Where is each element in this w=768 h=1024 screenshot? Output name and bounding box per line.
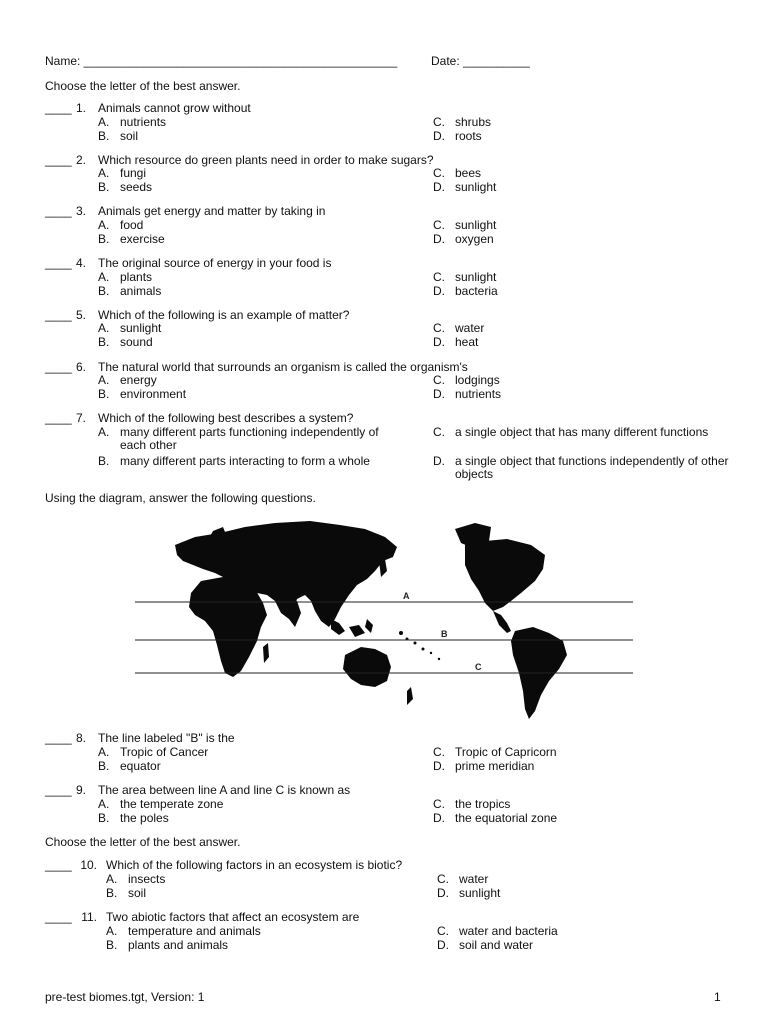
footer-document-info: pre-test biomes.tgt, Version: 1 [45, 990, 205, 1004]
option-text: sunlight [120, 321, 162, 335]
option-letter: D. [433, 335, 445, 349]
option-letter: D. [433, 387, 445, 401]
option-letter: A. [98, 115, 110, 129]
question-number: 7. [75, 411, 86, 425]
new-zealand-landmass [407, 687, 413, 705]
option-letter: B. [98, 335, 110, 349]
question-stem: Two abiotic factors that affect an ecosystem are [106, 910, 360, 924]
option-letter: A. [98, 321, 110, 335]
option-text: plants [120, 270, 153, 284]
option-text: Tropic of Cancer [120, 745, 209, 759]
question-stem: Which of the following best describes a system? [98, 411, 354, 425]
option-letter: D. [433, 811, 445, 825]
option-letter: A. [98, 797, 110, 811]
option-text: sunlight [455, 180, 497, 194]
option-text: environment [120, 387, 187, 401]
option-text: bacteria [455, 284, 498, 298]
footer-page-number: 1 [714, 990, 721, 1004]
answer-blank: ____ [45, 731, 72, 745]
option-letter: C. [433, 373, 445, 387]
option-text: exercise [120, 232, 165, 246]
option-text: temperature and animals [128, 924, 261, 938]
option-text: nutrients [455, 387, 502, 401]
option-text: animals [120, 284, 162, 298]
option-text: the tropics [455, 797, 511, 811]
world-map-diagram [135, 515, 633, 725]
question-stem: The original source of energy in your food is [98, 256, 332, 270]
option-text: roots [455, 129, 482, 143]
answer-blank: ____ [45, 204, 72, 218]
option-text: shrubs [455, 115, 492, 129]
answer-blank: ____ [45, 783, 72, 797]
question-number: 8. [75, 731, 86, 745]
answer-blank: ____ [45, 411, 72, 425]
option-text: sunlight [455, 218, 497, 232]
option-letter: A. [106, 872, 118, 886]
question-number: 5. [75, 308, 86, 322]
option-text: energy [120, 373, 157, 387]
option-text: prime meridian [455, 759, 535, 773]
option-text: many different parts interacting to form a whole [120, 454, 370, 468]
diagram-instruction: Using the diagram, answer the following questions. [45, 491, 316, 505]
option-text: sound [120, 335, 153, 349]
option-letter: C. [433, 745, 445, 759]
answer-blank: ____ [45, 256, 72, 270]
central-america-landmass [493, 611, 511, 633]
option-text: seeds [120, 180, 153, 194]
option-letter: C. [437, 872, 449, 886]
question-stem: The line labeled "B" is the [98, 731, 235, 745]
question-stem: Which of the following factors in an ecosystem is biotic? [106, 858, 403, 872]
option-text: equator [120, 759, 161, 773]
question-stem: The natural world that surrounds an organism is called the organism's [98, 360, 468, 374]
option-text: soil and water [459, 938, 534, 952]
option-letter: D. [433, 129, 445, 143]
option-letter: B. [106, 886, 118, 900]
se-asia-islands [331, 619, 373, 637]
option-text: Tropic of Capricorn [455, 745, 557, 759]
option-letter: D. [433, 232, 445, 246]
option-letter: C. [433, 797, 445, 811]
question-stem: The area between line A and line C is known as [98, 783, 351, 797]
option-text: oxygen [455, 232, 494, 246]
line-label-c: C [475, 662, 482, 672]
option-letter: C. [437, 924, 449, 938]
answer-blank: ____ [45, 153, 72, 167]
option-text: bees [455, 166, 482, 180]
option-text: insects [128, 872, 166, 886]
option-letter: B. [106, 938, 118, 952]
option-text: sunlight [459, 886, 501, 900]
option-text: soil [128, 886, 147, 900]
option-letter: C. [433, 270, 445, 284]
madagascar-landmass [263, 643, 269, 663]
answer-blank: ____ [45, 910, 72, 924]
option-text: the equatorial zone [455, 811, 558, 825]
option-text: fungi [120, 166, 147, 180]
name-field-label: Name: _______________________________________________ [45, 54, 398, 68]
option-text: water [455, 321, 485, 335]
line-label-a: A [403, 591, 410, 601]
option-text: water [459, 872, 489, 886]
option-a [98, 426, 418, 454]
option-letter: A. [106, 924, 118, 938]
question-stem: Which resource do green plants need in order to make sugars? [98, 153, 434, 167]
option-letter: C. [433, 425, 445, 439]
question-number: 6. [75, 360, 86, 374]
option-letter: B. [98, 454, 110, 468]
option-text: lodgings [455, 373, 500, 387]
australia-landmass [343, 647, 391, 687]
question-number: 9. [75, 783, 86, 797]
option-letter: D. [437, 886, 449, 900]
option-text: heat [455, 335, 479, 349]
instructions-2: Choose the letter of the best answer. [45, 835, 241, 849]
option-letter: C. [433, 166, 445, 180]
option-text: nutrients [120, 115, 167, 129]
question-stem: Animals get energy and matter by taking in [98, 204, 326, 218]
question-stem: Animals cannot grow without [98, 101, 251, 115]
option-letter: D. [433, 759, 445, 773]
answer-blank: ____ [45, 360, 72, 374]
option-letter: B. [98, 811, 110, 825]
option-letter: D. [437, 938, 449, 952]
option-text: food [120, 218, 144, 232]
date-field-label: Date: __________ [431, 54, 530, 68]
option-text: many different parts functioning independently of each other [120, 425, 379, 452]
world-map-svg [135, 515, 633, 725]
option-d [433, 455, 753, 483]
question-number: 10. [80, 858, 97, 872]
option-text: water and bacteria [459, 924, 558, 938]
option-text: the poles [120, 811, 169, 825]
option-letter: A. [98, 745, 110, 759]
option-letter: D. [433, 284, 445, 298]
option-letter: B. [98, 129, 110, 143]
option-letter: B. [98, 232, 110, 246]
option-letter: A. [98, 270, 110, 284]
option-text: a single object that has many different functions [455, 425, 709, 439]
option-text: plants and animals [128, 938, 229, 952]
option-text: a single object that functions independently of other objects [455, 454, 729, 481]
question-stem: Which of the following is an example of matter? [98, 308, 350, 322]
question-number: 2. [75, 153, 86, 167]
instructions-1: Choose the letter of the best answer. [45, 79, 241, 93]
option-letter: A. [98, 218, 110, 232]
question-number: 4. [75, 256, 86, 270]
option-letter: B. [98, 180, 110, 194]
land-masses [175, 521, 567, 719]
option-letter: B. [98, 387, 110, 401]
option-text: the temperate zone [120, 797, 224, 811]
north-america-landmass [465, 539, 545, 611]
option-letter: D. [433, 454, 445, 468]
option-text: soil [120, 129, 139, 143]
japan-landmass [379, 559, 387, 577]
option-text: sunlight [455, 270, 497, 284]
question-number: 3. [75, 204, 86, 218]
option-letter: B. [98, 284, 110, 298]
africa-landmass [189, 577, 267, 677]
option-letter: A. [98, 425, 110, 439]
option-letter: C. [433, 115, 445, 129]
answer-blank: ____ [45, 101, 72, 115]
option-letter: A. [98, 166, 110, 180]
option-letter: A. [98, 373, 110, 387]
question-number: 1. [75, 101, 86, 115]
option-letter: D. [433, 180, 445, 194]
answer-blank: ____ [45, 858, 72, 872]
option-letter: B. [98, 759, 110, 773]
option-letter: C. [433, 321, 445, 335]
option-letter: C. [433, 218, 445, 232]
line-label-b: B [441, 629, 448, 639]
answer-blank: ____ [45, 308, 72, 322]
question-number: 11. [81, 910, 97, 924]
